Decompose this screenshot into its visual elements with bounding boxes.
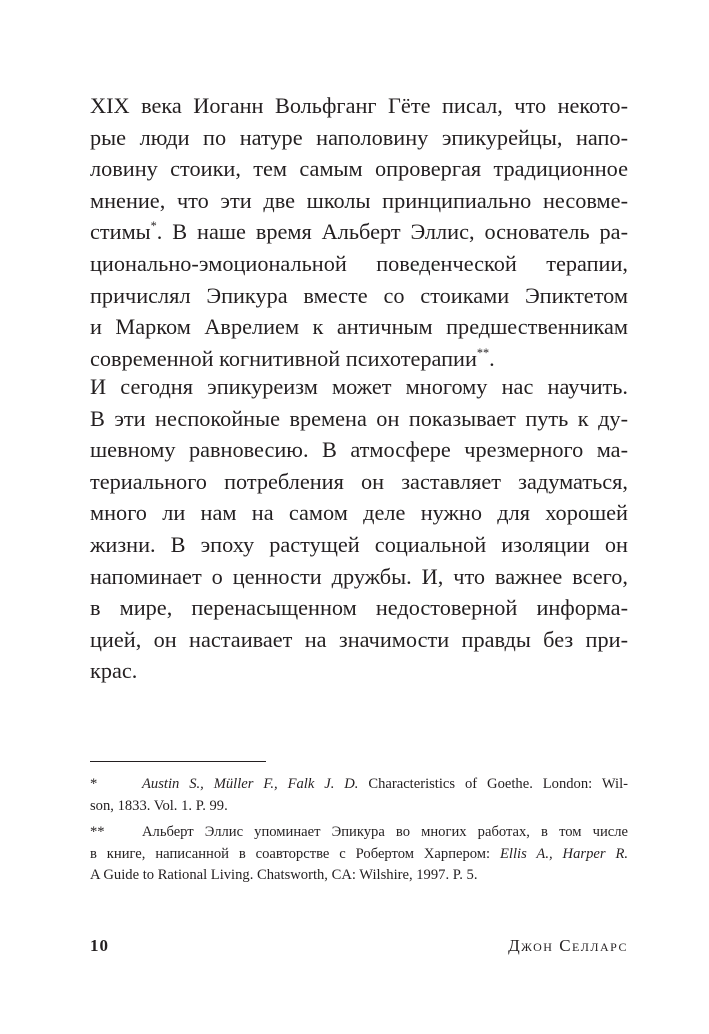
- text-line: ловину стоики, тем самым опровергая традиционное: [90, 156, 628, 182]
- text-fragment: . В наше время Альберт Эллис, основатель ра-: [156, 219, 628, 245]
- text-line: [90, 343, 628, 375]
- text-line: напоминает о ценности дружбы. И, что важнее всего,: [90, 563, 628, 589]
- text-line: рые люди по натуре наполовину эпикурейцы, напо-: [90, 124, 628, 150]
- text-line: в мире, перенасыщенном недостоверной информа-: [90, 595, 628, 621]
- text-line: и Марком Аврелием к античным предшественникам: [90, 314, 628, 340]
- paragraph-epicureanism-today: [90, 371, 628, 687]
- text-line: [90, 216, 628, 248]
- text-line: ционально-эмоциональной поведенческой терапии,: [90, 250, 628, 276]
- footnote-text: в книге, написанной в соавторстве с Робертом Харпером:: [90, 845, 501, 862]
- footnote-authors: Austin S., Müller F., Falk J. D.: [142, 776, 359, 792]
- text-fragment: стимы: [90, 219, 151, 245]
- text-line: В эти неспокойные времена он показывает путь к ду-: [90, 405, 628, 431]
- text-line: XIX века Иоганн Вольфганг Гёте писал, что некото-: [90, 93, 628, 118]
- page-number: 10: [90, 936, 109, 955]
- footnote-authors: Ellis A., Harper R.: [500, 845, 629, 862]
- footnote-mark: *: [90, 776, 98, 792]
- footnote-1: [90, 774, 628, 817]
- footnote-line: son, 1833. Vol. 1. P. 99.: [90, 797, 228, 814]
- text-line: мнение, что эти две школы принципиально несовме-: [90, 187, 628, 213]
- footnote-line: [90, 774, 628, 796]
- text-fragment: .: [489, 345, 495, 371]
- text-line: крас.: [90, 658, 138, 684]
- footnote-mark: **: [90, 824, 105, 840]
- text-line: И сегодня эпикуреизм может многому нас научить.: [90, 374, 628, 399]
- text-fragment: современной когнитивной психотерапии: [90, 345, 477, 371]
- paragraph-goethe-ellis: [90, 90, 628, 374]
- text-line: цией, он настаивает на значимости правды без при-: [90, 626, 628, 652]
- footnote-line: [90, 822, 628, 844]
- footnote-ref-2: **: [476, 345, 490, 360]
- text-line: шевному равновесию. В атмосфере чрезмерного ма-: [90, 437, 628, 463]
- footnote-text: Characteristics of Goethe. London: Wil-: [358, 776, 628, 792]
- text-line: териального потребления он заставляет задуматься,: [90, 468, 628, 494]
- text-line: много ли нам на самом деле нужно для хорошей: [90, 500, 628, 526]
- footnote-ref-1: *: [150, 219, 157, 234]
- text-line: причислял Эпикура вместе со стоиками Эпиктетом: [90, 282, 628, 308]
- text-line: жизни. В эпоху растущей социальной изоляции он: [90, 531, 628, 557]
- running-head-author: Джон Селларс: [508, 936, 628, 955]
- footnote-divider: [90, 761, 266, 762]
- footnote-line: A Guide to Rational Living. Chatsworth, CA: Wilshire, 1997. P. 5.: [90, 867, 478, 883]
- footnote-line: [90, 844, 628, 866]
- footnote-2: [90, 822, 628, 887]
- footnote-text: Альберт Эллис упоминает Эпикура во многих работах, в том числе: [142, 824, 628, 840]
